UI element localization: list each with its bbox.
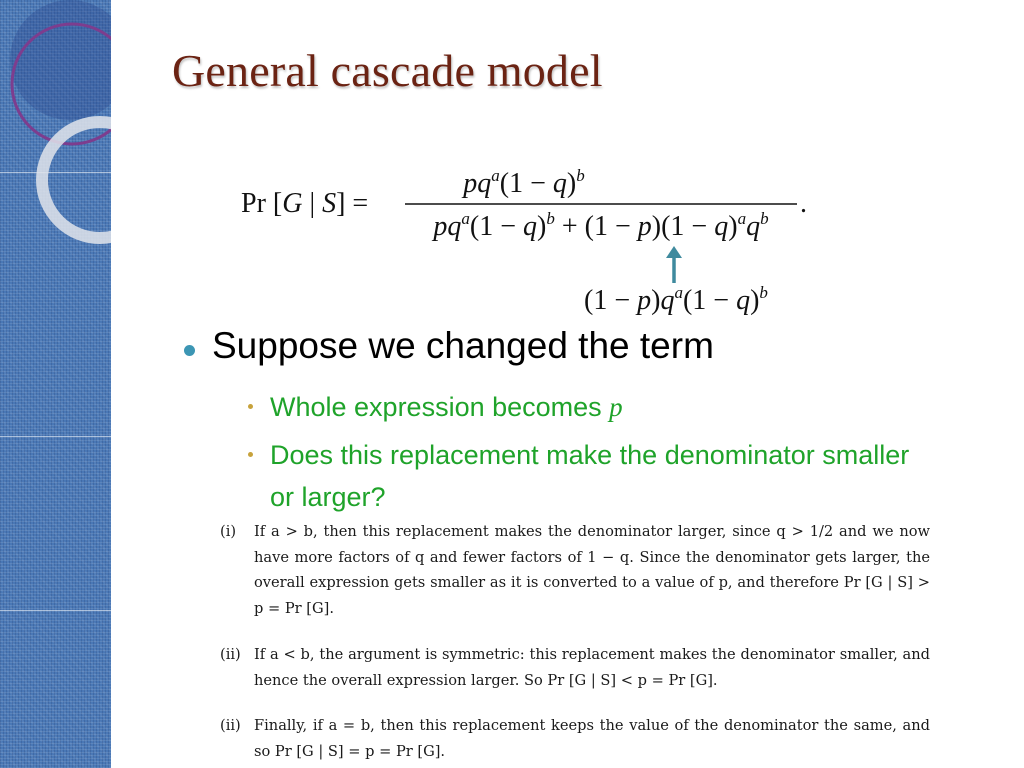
svg-text:.: . xyxy=(800,188,807,219)
sub-bullet-text: Does this replacement make the denominator smaller or larger? xyxy=(270,440,910,512)
formula-denominator: $pq^a(1 - q)^b + (1 - p)(1 - q)^aq^b$ xyxy=(433,209,769,242)
formula xyxy=(238,165,828,325)
slide-title: General cascade model xyxy=(172,45,603,96)
strip-edge xyxy=(111,0,113,768)
case-text: If a < b, the argument is symmetric: this replacement makes the denominator smaller, and hence the overall expression larger. So Pr [G | S] < p = Pr [G]. xyxy=(254,646,930,689)
formula-lhs: Pr [G | S] = xyxy=(241,188,369,219)
case-text: Finally, if a = b, then this replacement keeps the value of the denominator the same, and so Pr [G | S] = p = Pr [G]. xyxy=(254,717,930,760)
formula-numerator: $pq^a(1 - q)^b$ xyxy=(463,166,585,199)
sub-bullet-dot-icon xyxy=(248,404,253,409)
sub-bullet-item xyxy=(248,434,928,520)
case-item xyxy=(220,642,932,694)
decorative-rings xyxy=(0,0,113,768)
sub-bullet-text: Whole expression becomes xyxy=(270,392,610,422)
bullet-text: Suppose we changed the term xyxy=(212,325,714,366)
case-label: (ii) xyxy=(220,717,241,734)
sub-bullet-variable: p xyxy=(609,392,623,422)
up-arrow-icon xyxy=(666,246,682,283)
case-text: If a > b, then this replacement makes the denominator larger, since q > 1/2 and we now have more factors of q and fewer factors of 1 − q. Since the denominator gets larger, the overall expression gets smaller as it is converted to a value of p, and therefore Pr [G | S] > p = Pr [G]. xyxy=(254,523,930,618)
case-label: (i) xyxy=(220,523,237,540)
sub-bullet-item xyxy=(248,386,708,428)
decorative-side-strip xyxy=(0,0,113,768)
bullet-dot-icon xyxy=(184,345,195,356)
formula-replacement: $(1 - p)q^a(1 - q)^b$ xyxy=(584,283,768,316)
case-label: (ii) xyxy=(220,646,241,663)
case-item xyxy=(220,713,932,765)
sub-bullet-dot-icon xyxy=(248,452,253,457)
case-item xyxy=(220,519,932,623)
